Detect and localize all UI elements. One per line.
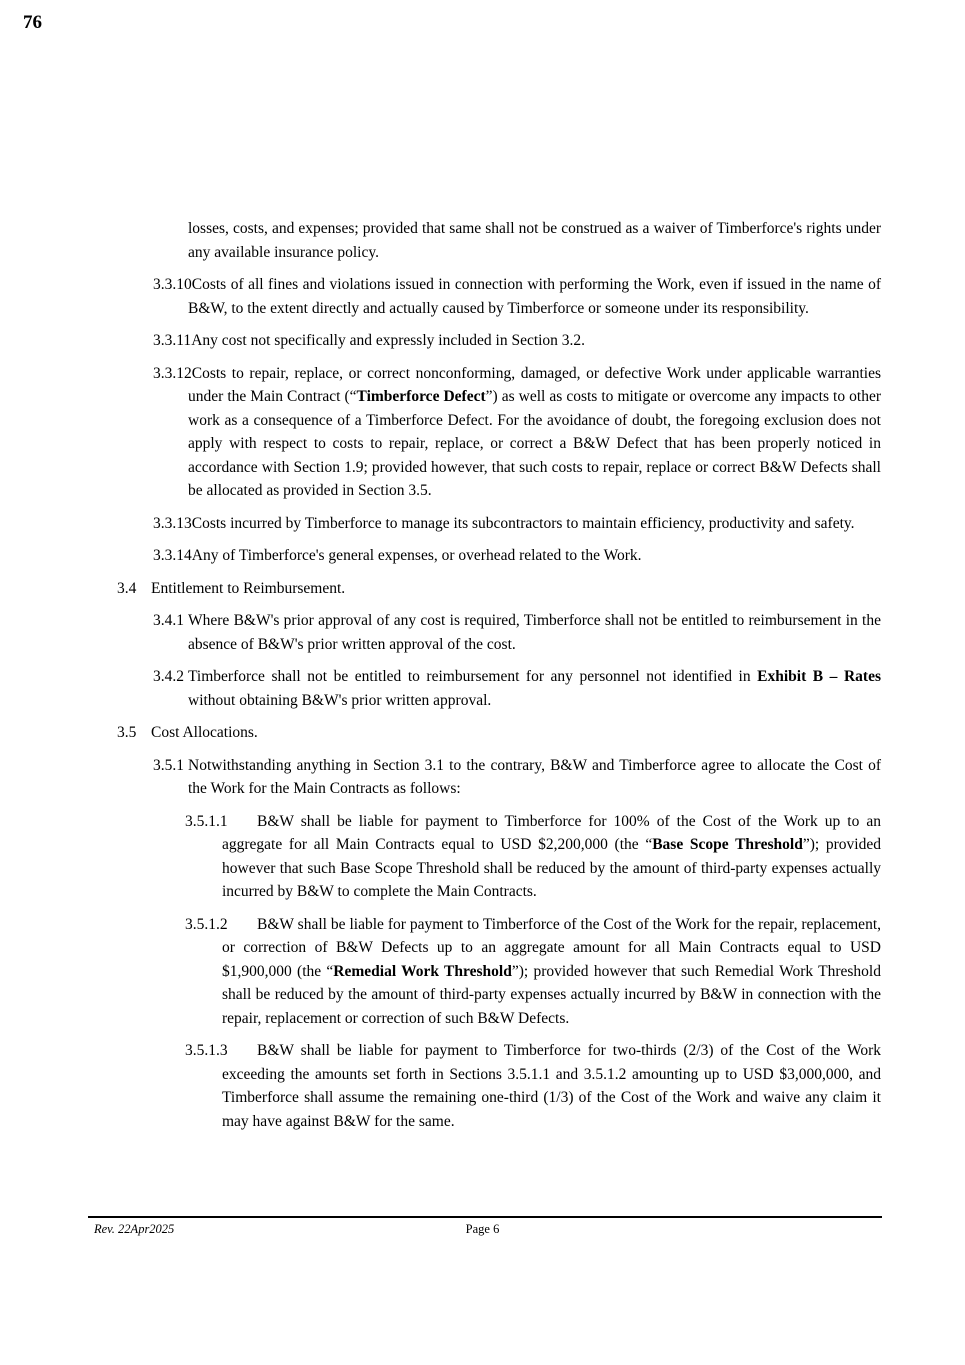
clause-3-5-1-3 [117,1039,881,1133]
clause-text: Any cost not specifically and expressly included in Section 3.2. [191,332,586,349]
clause-number: 3.3.13 [153,514,192,532]
clause-number: 3.4 [117,579,137,597]
clause-text: B&W shall be liable for payment to Timberforce for two-thirds (2/3) of the Cost of the Work exceeding the amounts set forth in Sections 3.5.1.1 and 3.5.1.2 amounting up to USD $3,000,000, and Timberforce shall assume the remaining one-third (1/3) of the Cost of the Work and waive any claim it may have against B&W for the same. [222,1042,881,1130]
clause-3-5 [117,721,881,745]
footer-divider [88,1216,882,1218]
clause-number: 3.5.1.2 [185,915,228,933]
clause-3-3-12 [117,362,881,503]
clause-text: Entitlement to Reimbursement. [151,579,346,597]
clause-number: 3.4.1 [153,612,184,629]
clause-number: 3.5.1.1 [185,812,228,830]
revision-label: Rev. 22Apr2025 [94,1222,175,1236]
clause-number: 3.5.1.3 [185,1042,228,1059]
clause-text: B&W shall be liable for payment to Timberforce for 100% of the Cost of the Work up to an aggregate for all Main Contracts equal to USD $2,200,000 (the “Base Scope Threshold”); provided however that such Base Scope Threshold shall be reduced by the amount of third-party expenses actually incurred by B&W to complete the Main Contracts. [222,812,881,900]
continuation-paragraph: losses, costs, and expenses; provided that same shall not be construed as a waiver of Timberforce's rights under any available insurance policy. [188,220,881,261]
clause-3-4 [117,577,881,601]
document-body [117,217,881,1142]
clause-number: 3.3.11 [153,332,192,349]
clause-number: 3.4.2 [153,668,184,685]
clause-number: 3.3.14 [153,547,192,564]
clause-number: 3.3.10 [153,276,192,293]
clause-3-5-1-1 [117,810,881,904]
clause-text: Timberforce shall not be entitled to reimbursement for any personnel not identified in Exhibit B – Rates without obtaining B&W's prior written approval. [188,668,881,709]
clause-text: Costs incurred by Timberforce to manage its subcontractors to maintain efficiency, productivity and safety. [191,514,855,532]
clause-text: Costs of all fines and violations issued in connection with performing the Work, even if issued in the name of B&W, to the extent directly and actually caused by Timberforce or someone under its responsibility. [188,276,881,317]
clause-number: 3.3.12 [153,364,192,382]
clause-text: Any of Timberforce's general expenses, or overhead related to the Work. [191,547,642,564]
clause-text: Cost Allocations. [151,724,258,741]
clause-3-3-14 [117,544,881,568]
clause-3-3-10 [117,273,881,320]
clause-3-3-13 [117,512,881,536]
clause-text: Notwithstanding anything in Section 3.1 to the contrary, B&W and Timberforce agree to allocate the Cost of the Work for the Main Contracts as follows: [188,756,881,797]
clause-3-4-1 [117,609,881,656]
clause-3-4-2 [117,665,881,712]
corner-page-number: 76 [23,12,42,33]
clause-3-3-11 [117,329,881,353]
clause-3-5-1 [117,754,881,801]
clause-number: 3.5 [117,724,137,741]
clause-text: B&W shall be liable for payment to Timberforce of the Cost of the Work for the repair, replacement, or correction of B&W Defects up to an aggregate amount for all Main Contracts equal to USD $1,900,000 (the “Remedial Work Threshold”); provided however that such Remedial Work Threshold shall be reduced by the amount of third-party expenses actually incurred by B&W in connection with the repair, replacement or correction of such B&W Defects. [222,915,881,1027]
page-number-label: Page 6 [465,1222,500,1236]
clause-3-5-1-2 [117,913,881,1031]
clause-text: Costs to repair, replace, or correct nonconforming, damaged, or defective Work under applicable warranties under the Main Contract (“Timberforce Defect”) as well as costs to mitigate or overcome any impacts to other work as a consequence of a Timberforce Defect. For the avoidance of doubt, the foregoing exclusion does not apply with respect to costs to repair, replace, or correct a B&W Defect that has been properly noticed in accordance with Section 1.9; provided however, that such costs to repair, replace or correct B&W Defects shall be allocated as provided in Section 3.5. [188,364,881,499]
clause-number: 3.5.1 [153,756,184,774]
clause-text: Where B&W's prior approval of any cost is required, Timberforce shall not be entitled to reimbursement in the absence of B&W's prior written approval of the cost. [188,612,881,653]
